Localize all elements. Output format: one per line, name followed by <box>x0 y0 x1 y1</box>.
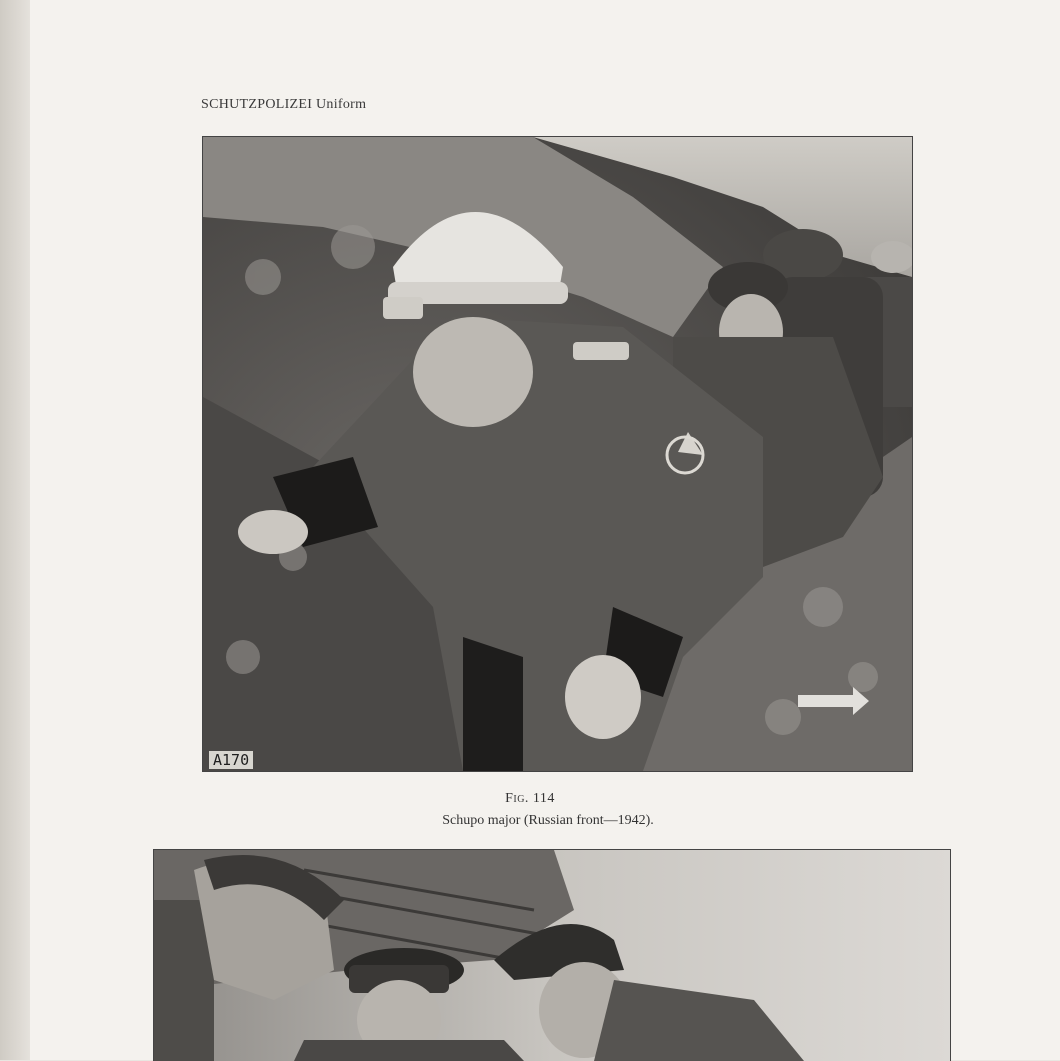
trench-scene-image <box>203 137 912 771</box>
officers-map-image <box>154 850 950 1061</box>
figure-caption: Schupo major (Russian front—1942). <box>442 813 654 828</box>
figure-label: Fig. 114 <box>505 791 555 806</box>
figure-114-photo <box>202 136 913 772</box>
second-photo <box>153 849 951 1061</box>
plate-stamp: A170 <box>209 751 253 769</box>
running-head: SCHUTZPOLIZEI Uniform <box>201 97 367 112</box>
page-edge <box>0 0 34 1060</box>
